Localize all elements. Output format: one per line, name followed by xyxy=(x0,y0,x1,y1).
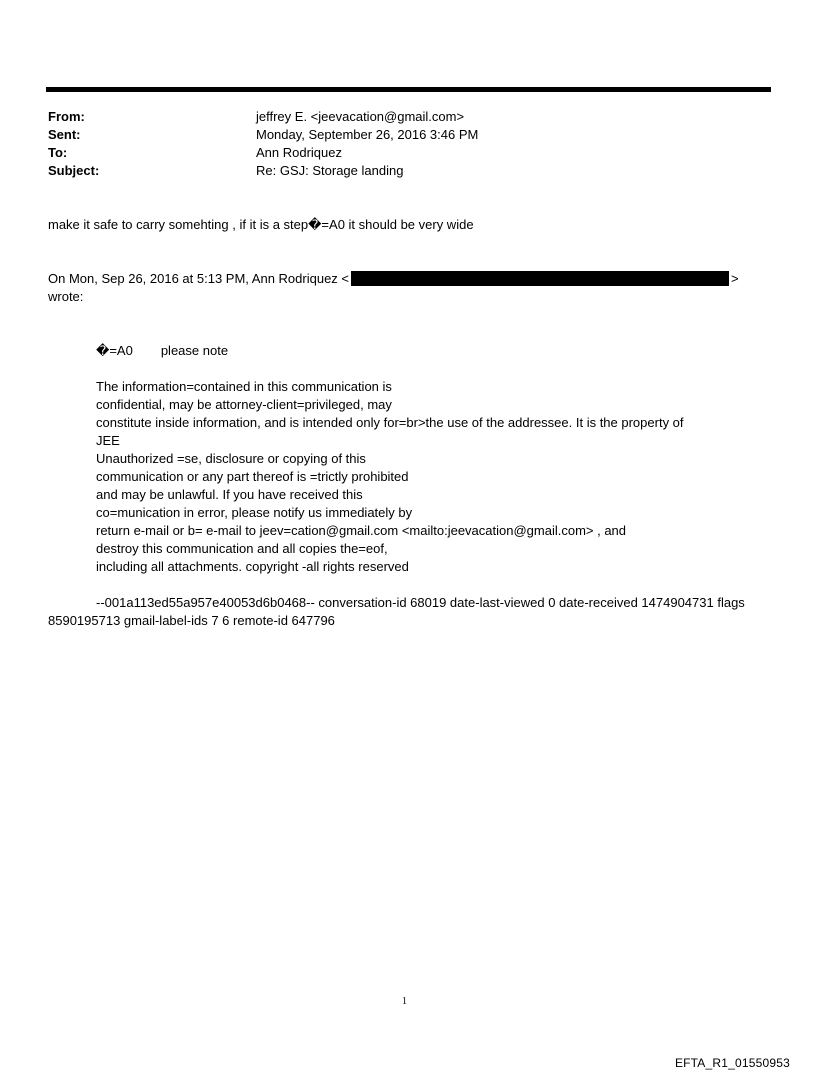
from-label: From: xyxy=(48,109,85,124)
subject-value: Re: GSJ: Storage landing xyxy=(256,163,404,178)
quoted-note-line xyxy=(96,342,228,360)
disclaimer-line: Unauthorized =se, disclosure or copying of this xyxy=(96,451,366,466)
disclaimer-line: return e-mail or b= e-mail to jeev=cation@gmail.com <mailto:jeevacation@gmail.com> , and xyxy=(96,523,627,538)
disclaimer-line: including all attachments. copyright -all rights reserved xyxy=(96,559,409,574)
bates-number: EFTA_R1_01550953 xyxy=(674,1056,790,1070)
disclaimer-line: constitute inside information, and is intended only for=br>the use of the addressee. It is the property of xyxy=(96,415,684,430)
disclaimer-line: and may be unlawful. If you have received this xyxy=(96,487,363,502)
disclaimer-line: co=munication in error, please notify us immediately by xyxy=(96,505,413,520)
disclaimer-line: JEE xyxy=(96,433,120,448)
message-metadata: --001a113ed55a957e40053d6b0468-- conversation-id 68019 date-last-viewed 0 date-received 1474904731 flags 8590195713 gmail-label-ids 7 6 remote-id 647796 xyxy=(48,595,745,628)
quote-intro-end: > xyxy=(731,271,739,286)
note-text: please note xyxy=(160,343,229,358)
disclaimer-line: destroy this communication and all copies the=eof, xyxy=(96,541,388,556)
confidentiality-disclaimer xyxy=(96,378,684,576)
subject-label: Subject: xyxy=(48,163,100,178)
header-row-sent xyxy=(48,126,768,144)
from-value: jeffrey E. <jeevacation@gmail.com> xyxy=(256,109,465,124)
redaction-bar xyxy=(351,271,729,286)
disclaimer-line: The information=contained in this communication is xyxy=(96,379,392,394)
page-number: 1 xyxy=(402,996,407,1007)
sent-label: Sent: xyxy=(48,127,81,142)
email-header xyxy=(48,108,768,180)
to-value: Ann Rodriquez xyxy=(256,145,342,160)
quote-intro xyxy=(48,270,768,306)
header-divider-rule xyxy=(46,87,771,92)
to-label: To: xyxy=(48,145,68,160)
quote-intro-start: On Mon, Sep 26, 2016 at 5:13 PM, Ann Rodriquez < xyxy=(48,271,349,286)
reply-body-line: make it safe to carry somehting , if it is a step�=A0 it should be very wide xyxy=(48,217,474,232)
disclaimer-line: communication or any part thereof is =trictly prohibited xyxy=(96,469,409,484)
sent-value: Monday, September 26, 2016 3:46 PM xyxy=(256,127,479,142)
header-row-from xyxy=(48,108,768,126)
note-prefix: �=A0 xyxy=(96,343,133,358)
header-row-to xyxy=(48,144,768,162)
header-row-subject xyxy=(48,162,768,180)
disclaimer-line: confidential, may be attorney-client=privileged, may xyxy=(96,397,392,412)
quote-intro-wrote: wrote: xyxy=(48,289,84,304)
